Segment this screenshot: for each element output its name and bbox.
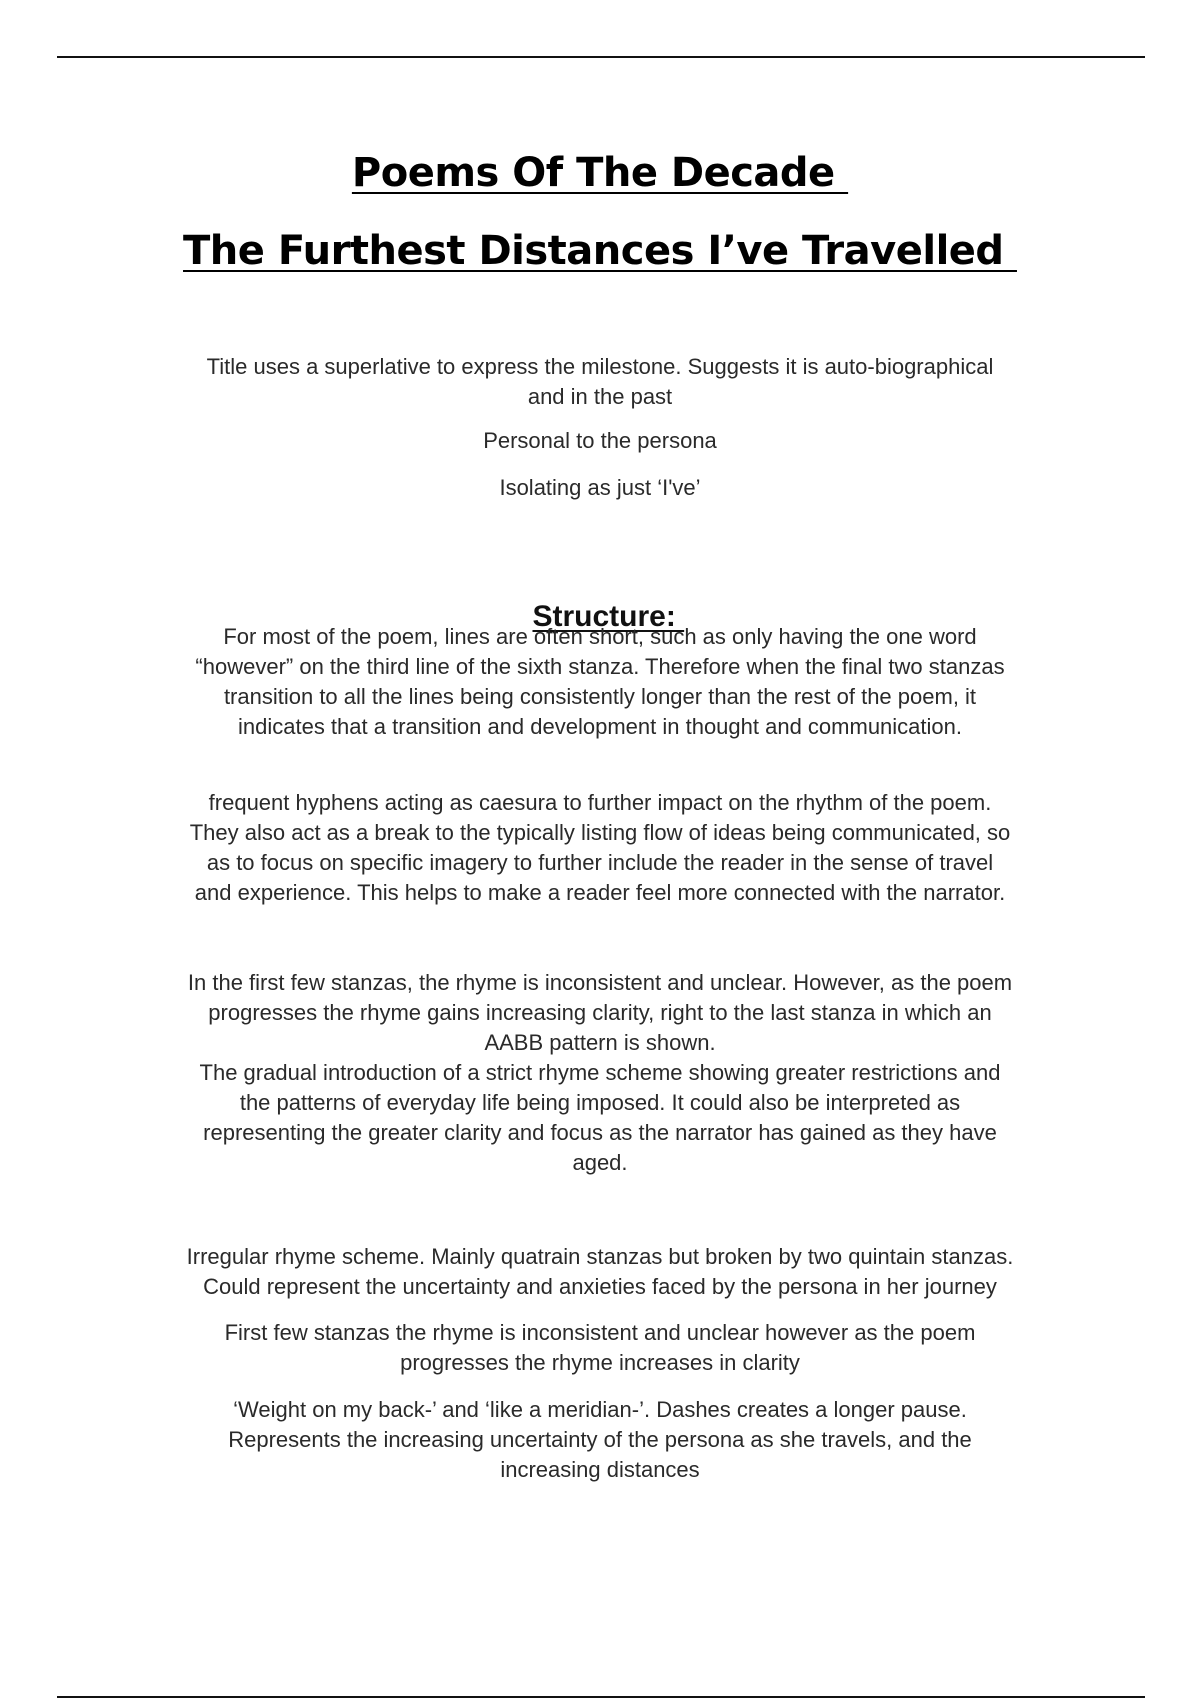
bottom-rule: [57, 1696, 1145, 1698]
structure-p6-line: increasing distances: [500, 1457, 700, 1482]
structure-p4-line: Could represent the uncertainty and anxieties faced by the persona in her journey: [203, 1274, 997, 1299]
structure-p3-line: progresses the rhyme gains increasing clarity, right to the last stanza in which an: [208, 1000, 992, 1025]
structure-paragraph-2: [130, 788, 1070, 908]
structure-p3-line: AABB pattern is shown.: [484, 1030, 716, 1055]
intro-p1-line-1: Title uses a superlative to express the milestone. Suggests it is auto-biographical: [206, 354, 994, 379]
document-title: [0, 150, 1200, 196]
structure-p3-line: the patterns of everyday life being imposed. It could also be interpreted as: [239, 1090, 961, 1115]
structure-paragraph-4: [130, 1242, 1070, 1302]
intro-paragraph-3: [130, 473, 1070, 503]
structure-p2-line: They also act as a break to the typically listing flow of ideas being communicated, so: [189, 820, 1011, 845]
structure-paragraph-1: [130, 622, 1070, 742]
structure-p3-line: In the first few stanzas, the rhyme is inconsistent and unclear. However, as the poem: [187, 970, 1013, 995]
intro-paragraph-1: [130, 352, 1070, 412]
structure-p3-line: The gradual introduction of a strict rhyme scheme showing greater restrictions and: [199, 1060, 1001, 1085]
title-line-1: Poems Of The Decade: [351, 150, 849, 196]
intro-paragraph-2: [130, 426, 1070, 456]
intro-p3-text: Isolating as just ‘I've’: [499, 475, 701, 500]
structure-paragraph-5: [130, 1318, 1070, 1378]
intro-p2-text: Personal to the persona: [483, 428, 717, 453]
structure-p1-line: transition to all the lines being consistently longer than the rest of the poem, it: [223, 684, 977, 709]
structure-p3-line: representing the greater clarity and focus as the narrator has gained as they have: [203, 1120, 997, 1145]
structure-heading-text: Structure:: [532, 600, 685, 633]
structure-p2-line: as to focus on specific imagery to further include the reader in the sense of travel: [206, 850, 994, 875]
structure-p5-line: progresses the rhyme increases in clarity: [400, 1350, 800, 1375]
structure-p6-line: ‘Weight on my back-’ and ‘like a meridian-’. Dashes creates a longer pause.: [233, 1397, 967, 1422]
structure-p1-line: For most of the poem, lines are often short, such as only having the one word: [223, 624, 977, 649]
structure-p1-line: indicates that a transition and development in thought and communication.: [237, 714, 962, 739]
structure-p2-line: and experience. This helps to make a reader feel more connected with the narrator.: [194, 880, 1006, 905]
poem-title: [0, 228, 1200, 274]
top-rule: [57, 56, 1145, 58]
intro-p1-line-2: and in the past: [527, 384, 673, 409]
structure-p3-line: aged.: [572, 1150, 628, 1175]
structure-p5-line: First few stanzas the rhyme is inconsistent and unclear however as the poem: [224, 1320, 976, 1345]
structure-paragraph-6: [130, 1395, 1070, 1485]
structure-p6-line: Represents the increasing uncertainty of the persona as she travels, and the: [228, 1427, 972, 1452]
structure-p2-line: frequent hyphens acting as caesura to further impact on the rhythm of the poem.: [208, 790, 992, 815]
structure-p1-line: “however” on the third line of the sixth stanza. Therefore when the final two stanzas: [195, 654, 1005, 679]
structure-p4-line: Irregular rhyme scheme. Mainly quatrain stanzas but broken by two quintain stanzas.: [186, 1244, 1014, 1269]
title-line-2: The Furthest Distances I’ve Travelled: [183, 228, 1017, 274]
structure-paragraph-3: [130, 968, 1070, 1178]
